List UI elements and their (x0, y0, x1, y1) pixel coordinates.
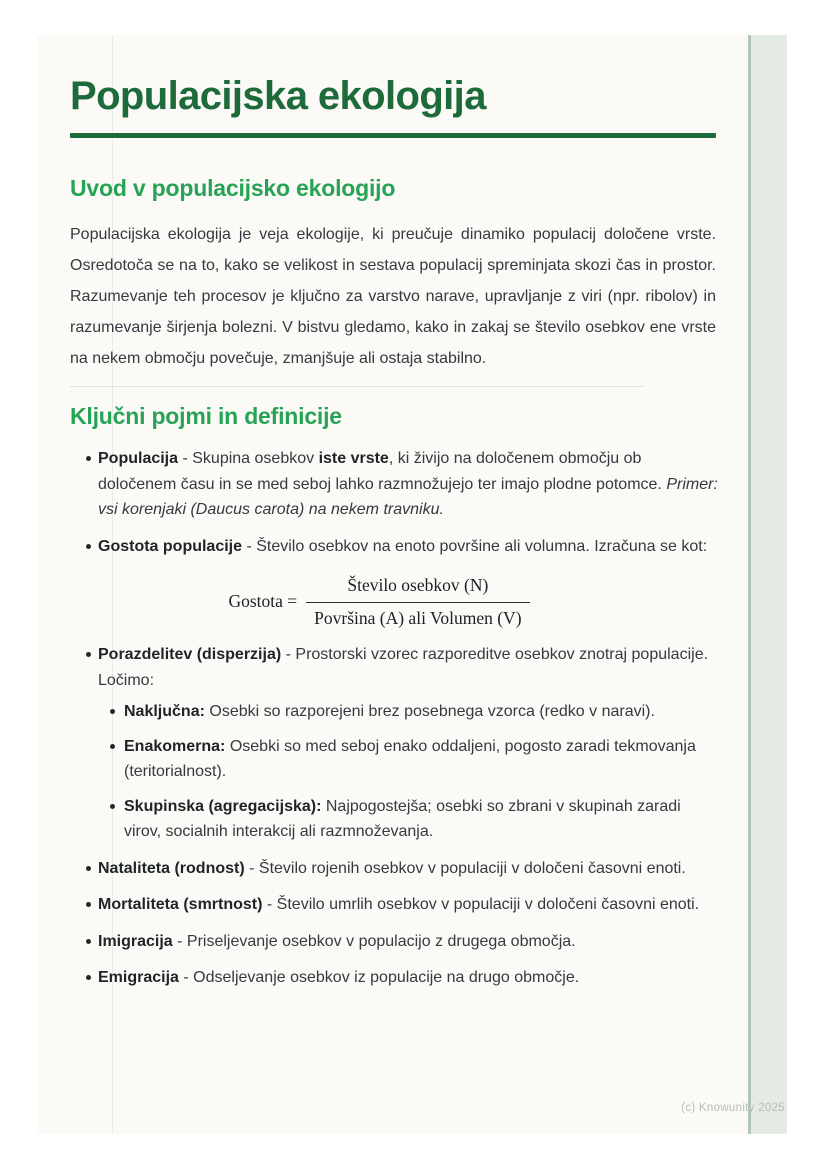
term-label: iste vrste (318, 450, 389, 468)
section-divider (70, 386, 644, 387)
text-segment: Osebki so razporejeni brez posebnega vzorca (redko v naravi). (204, 703, 655, 721)
list-item-text (98, 450, 718, 518)
text-segment: - Število osebkov na enoto površine ali volumna. Izračuna se kot: (242, 537, 708, 555)
term-label: Porazdelitev (disperzija) (98, 646, 282, 664)
sub-list (98, 699, 720, 845)
watermark: (c) Knowunity 2025 (681, 1102, 785, 1114)
intro-paragraph: Populacijska ekologija je veja ekologije, ki preučuje dinamiko populacij določene vrste. Osredotoča se na to, kako se velikost in sestava populacij spreminjata skozi čas in prostor. Razumevanje teh procesov je ključno za varstvo narave, upravljanje z viri (npr. ribolov) in razumevanje širjenja bolezni. V bistvu gledamo, kako in zakaj se število osebkov ene vrste na nekem območju povečuje, zmanjšuje ali ostaja stabilno. (70, 226, 716, 368)
list-item (98, 794, 720, 845)
page-edge-strip (748, 35, 787, 1134)
text-segment: Osebki so med seboj enako oddaljeni, pogosto zaradi tekmovanja (teritorialnost). (124, 737, 696, 781)
section-heading-intro: Uvod v populacijsko ekologijo (70, 175, 396, 202)
list-item-text (124, 798, 681, 841)
section-heading-terms: Ključni pojmi in definicije (70, 403, 342, 430)
density-formula (98, 573, 660, 631)
formula-denominator: Površina (A) ali Volumen (V) (306, 602, 529, 632)
text-segment: , ki živijo na določenem območju ob določenem času in se med seboj lahko razmnožujejo ter imajo plodne potomce. (98, 450, 667, 493)
term-label: Skupinska (agregacijska): (124, 797, 322, 815)
term-label: Nataliteta (rodnost) (98, 859, 245, 877)
list-item (70, 534, 720, 632)
list-item-text (98, 860, 686, 877)
list-item (70, 642, 720, 845)
title-underline (70, 133, 716, 138)
term-label: Emigracija (98, 969, 179, 987)
term-label: Populacija (98, 450, 179, 468)
formula-lhs: Gostota = (228, 591, 298, 612)
list-item (70, 892, 720, 918)
term-label: Naključna: (124, 703, 205, 721)
formula-numerator: Število osebkov (N) (347, 575, 489, 596)
term-label: Mortaliteta (smrtnost) (98, 896, 263, 914)
text-segment: - Število umrlih osebkov v populaciji v določeni časovni enoti. (262, 896, 700, 914)
term-label: Enakomerna: (124, 737, 226, 755)
list-item (70, 929, 720, 955)
document-card (37, 35, 787, 1134)
list-item (70, 856, 720, 882)
term-label: Gostota populacije (98, 537, 243, 555)
document-content (37, 35, 749, 991)
example-text: Primer: vsi korenjaki (Daucus carota) na nekem travniku. (98, 475, 718, 519)
list-item-text (98, 538, 707, 555)
text-segment: - Skupina osebkov (178, 450, 319, 468)
list-item-text (124, 703, 655, 720)
text-segment: Najpogostejša; osebki so zbrani v skupinah zaradi virov, socialnih interakcij ali razmnoževanja. (124, 797, 681, 841)
text-segment: - Prostorski vzorec razporeditve osebkov znotraj populacije. Ločimo: (98, 646, 709, 689)
key-terms-list (70, 446, 720, 991)
text-segment: - Odseljevanje osebkov iz populacije na drugo območje. (178, 969, 580, 987)
list-item-text (98, 933, 576, 950)
text-segment: - Priseljevanje osebkov v populacijo z drugega območja. (172, 932, 576, 950)
list-item (70, 965, 720, 991)
list-item-text (98, 896, 699, 913)
text-segment: - Število rojenih osebkov v populaciji v določeni časovni enoti. (244, 859, 686, 877)
list-item (98, 699, 720, 725)
page-title: Populacijska ekologija (70, 74, 486, 118)
list-item-text (98, 969, 579, 986)
list-item (70, 446, 720, 523)
formula-fraction (306, 573, 529, 631)
list-item (98, 734, 720, 785)
list-item-text (124, 738, 696, 781)
term-label: Imigracija (98, 932, 173, 950)
list-item-text (98, 646, 708, 689)
